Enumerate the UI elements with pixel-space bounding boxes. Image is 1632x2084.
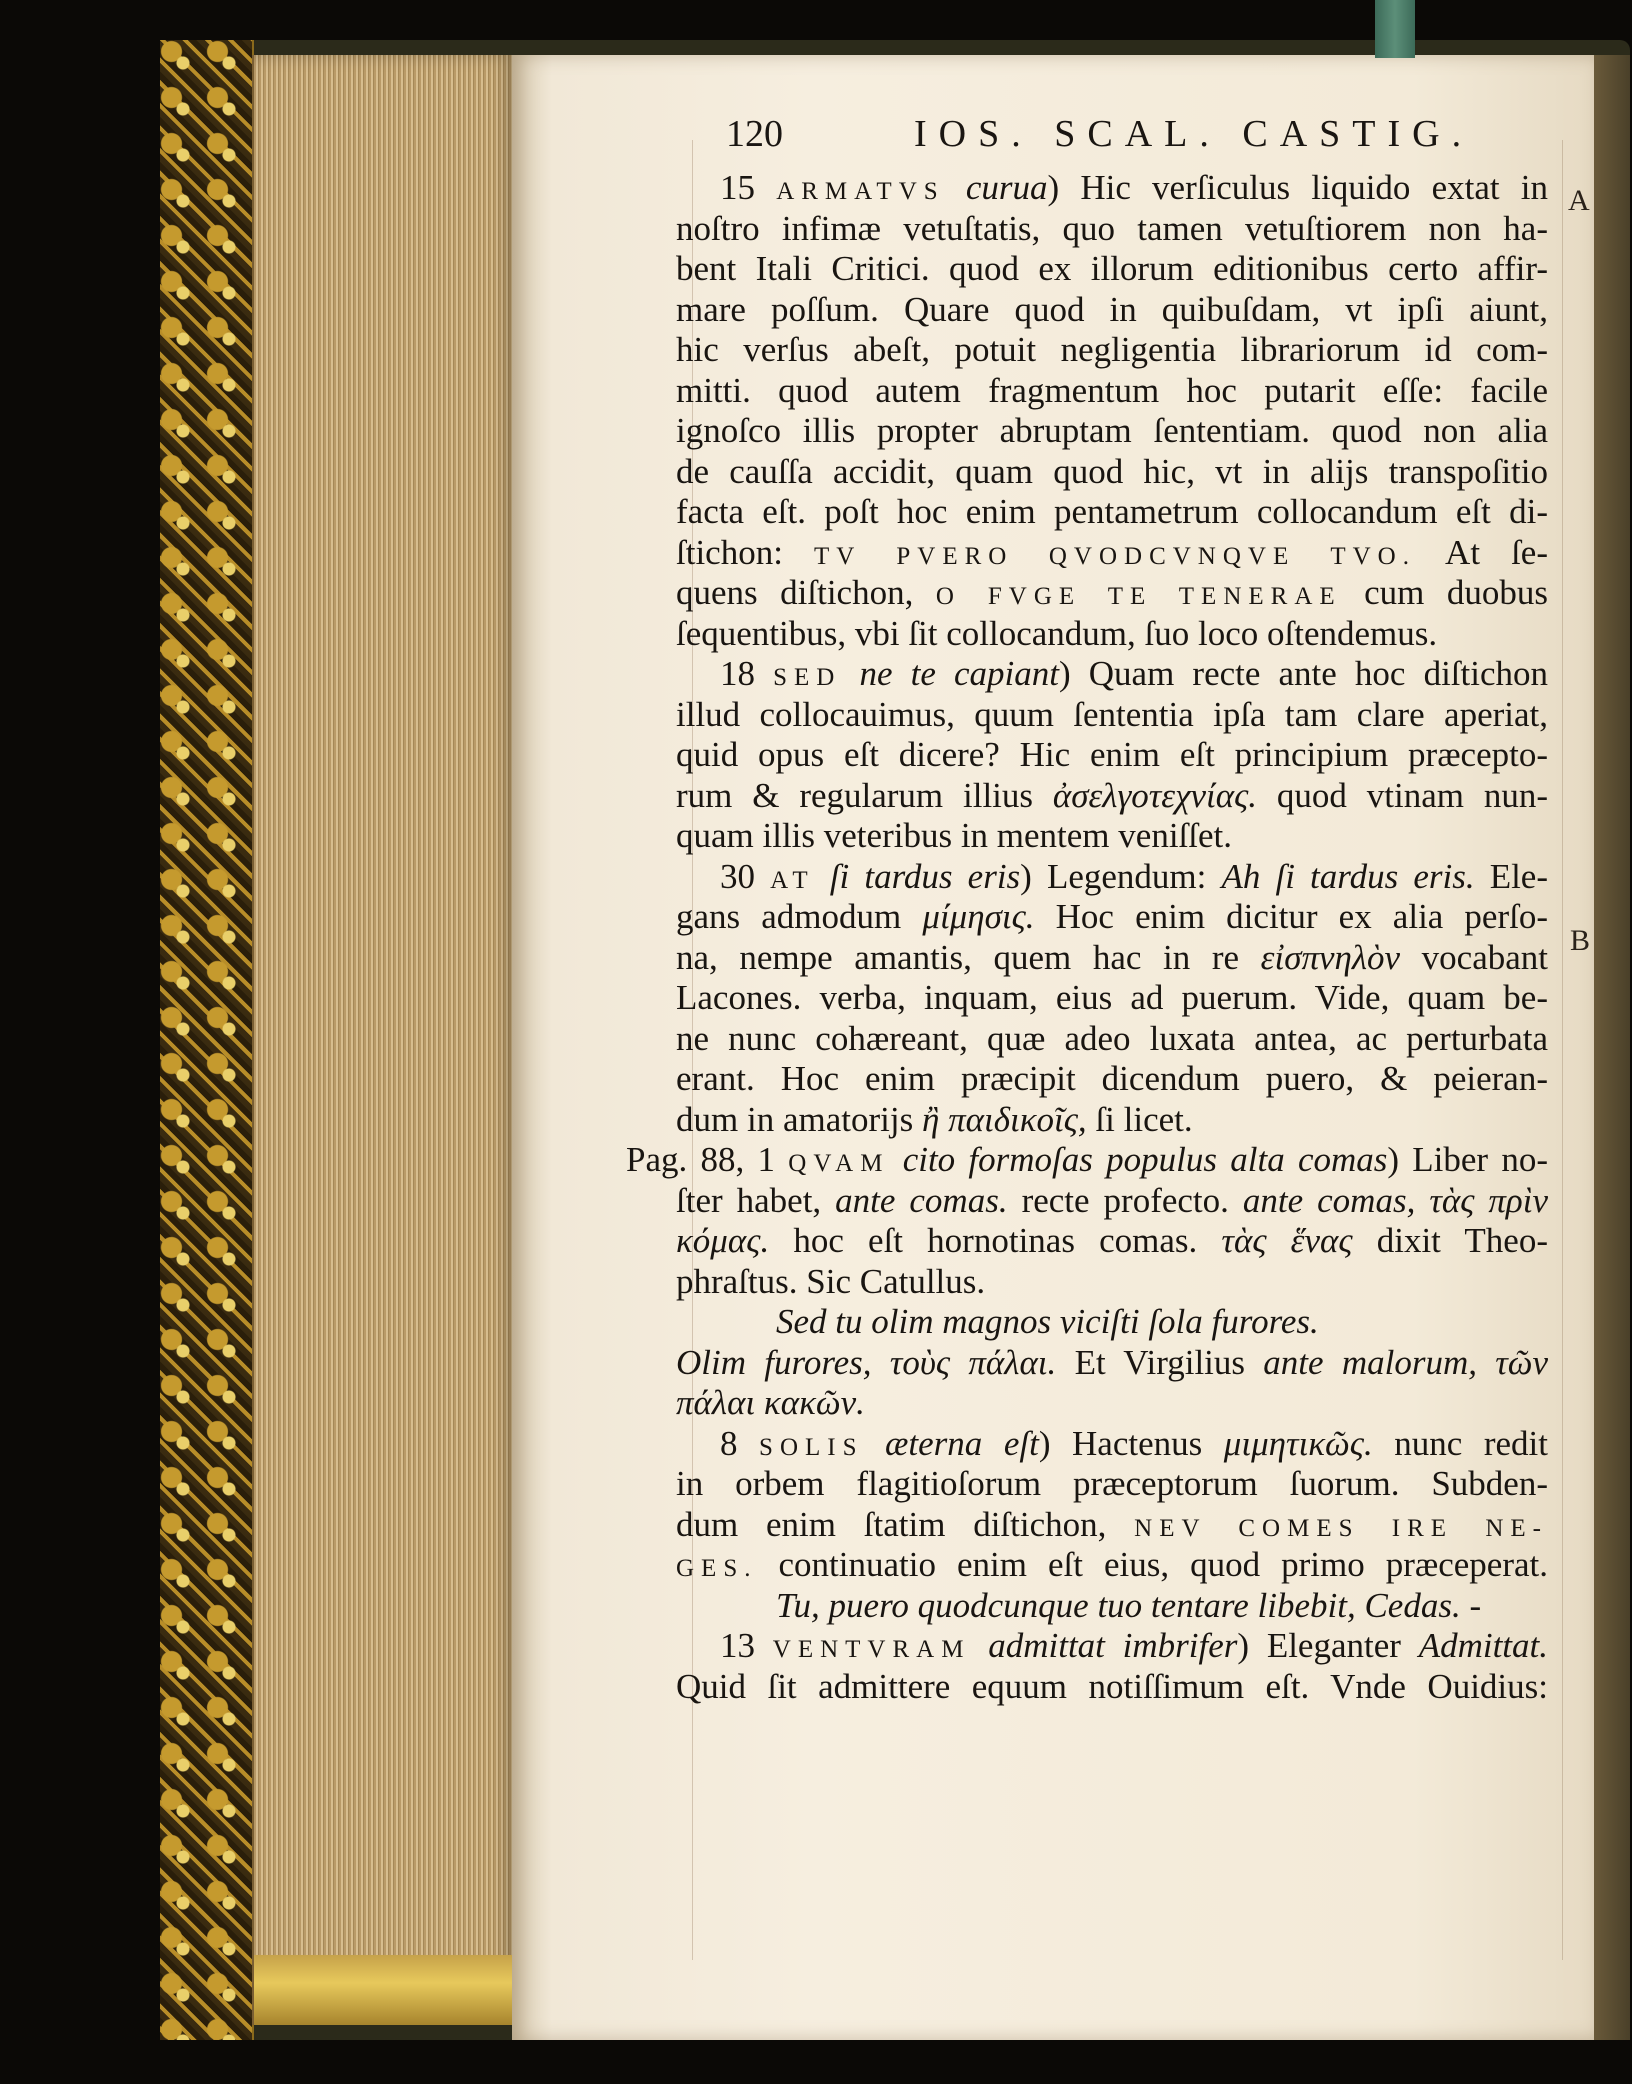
small-caps-lemma: TV PVERO QVODCVNQVE TVO. bbox=[813, 542, 1416, 570]
italic-phrase: ante comas. bbox=[835, 1180, 1008, 1220]
text-line bbox=[626, 1140, 1548, 1181]
text-span: mare poſſum. Quare quod in quibuſdam, vt ipſi aiunt, bbox=[676, 289, 1548, 329]
running-header bbox=[726, 112, 1546, 162]
margin-letter-b: B bbox=[1570, 924, 1591, 957]
text-line bbox=[676, 1221, 1548, 1262]
text-span: quens diſtichon, bbox=[676, 573, 936, 612]
text-line bbox=[676, 1262, 1548, 1303]
text-line bbox=[676, 452, 1548, 493]
greek-word: ἀσελγοτεχνίας. bbox=[1052, 775, 1258, 815]
text-line bbox=[676, 492, 1548, 533]
small-caps-lemma: ARMATVS bbox=[776, 178, 945, 205]
text-line bbox=[676, 978, 1548, 1019]
text-span: nunc redit bbox=[1372, 1423, 1548, 1463]
text-span: illud collocauimus, quum ſententia ipſa tam clare aperiat, bbox=[676, 694, 1548, 734]
text-span: erant. Hoc enim præcipit dicendum puero, & peieran- bbox=[676, 1059, 1548, 1098]
text-span: gans admodum bbox=[676, 897, 923, 936]
text-line bbox=[676, 1626, 1548, 1667]
text-line bbox=[676, 533, 1548, 574]
right-page-edge bbox=[1594, 55, 1630, 2040]
text-line bbox=[676, 1545, 1548, 1586]
text-span: ) Quam recte ante hoc diſtichon bbox=[1059, 654, 1549, 693]
running-title: IOS. SCAL. CASTIG. bbox=[914, 113, 1474, 155]
text-span: hoc eſt hornotinas comas. bbox=[769, 1221, 1222, 1260]
small-caps-lemma: O FVGE TE TENERAE bbox=[935, 583, 1342, 610]
text-line bbox=[676, 654, 1548, 695]
text-line bbox=[676, 411, 1548, 452]
text-span: noſtro infimæ vetuſtatis, quo tamen vetuſtiorem non ha- bbox=[676, 208, 1548, 248]
text-line bbox=[676, 1059, 1548, 1100]
italic-phrase: ne te capiant bbox=[841, 654, 1059, 693]
text-line bbox=[676, 1464, 1548, 1505]
italic-phrase: ante malorum, bbox=[1263, 1342, 1477, 1382]
text-line bbox=[676, 776, 1548, 817]
italic-phrase: cito formoſas populus alta comas bbox=[889, 1140, 1388, 1179]
text-line bbox=[676, 1505, 1548, 1546]
small-caps-lemma: SOLIS bbox=[759, 1433, 864, 1461]
text-line bbox=[676, 330, 1548, 371]
greek-word: τοὺς πάλαι. bbox=[871, 1342, 1057, 1382]
greek-word: κόμας. bbox=[676, 1221, 770, 1260]
text-line bbox=[676, 1424, 1548, 1465]
text-line bbox=[676, 735, 1548, 776]
text-span: ) Legendum: bbox=[1020, 856, 1222, 896]
small-caps-lemma: SED bbox=[773, 664, 842, 691]
text-span: phraſtus. Sic Catullus. bbox=[676, 1261, 986, 1301]
greek-word: πάλαι κακῶν. bbox=[676, 1383, 865, 1422]
text-span: ) Liber no- bbox=[1387, 1140, 1549, 1179]
text-line bbox=[676, 249, 1548, 290]
page-number: 120 bbox=[726, 113, 783, 155]
text-line bbox=[676, 1586, 1548, 1627]
text-span: Quid ſit admittere equum notiſſimum eſt. Vnde Ouidius: bbox=[676, 1666, 1548, 1706]
greek-word: τῶν bbox=[1476, 1342, 1549, 1382]
text-span: dum enim ſtatim diſtichon, bbox=[676, 1504, 1135, 1544]
text-span: quod vtinam nun- bbox=[1257, 775, 1548, 815]
text-line bbox=[676, 168, 1548, 209]
text-span: continuatio enim eſt eius, quod primo præceperat. bbox=[757, 1545, 1548, 1584]
text-span: ne nunc cohæreant, quæ adeo luxata antea, ac perturbata bbox=[676, 1018, 1548, 1058]
greek-word: εἰσπνηλὸν bbox=[1260, 937, 1401, 977]
text-line bbox=[676, 1181, 1548, 1222]
small-caps-lemma: NEV COMES IRE NE- bbox=[1134, 1514, 1548, 1542]
greek-word: ἢ παιδικοῖς, bbox=[921, 1099, 1087, 1139]
text-span: de cauſſa accidit, quam quod hic, vt in alijs transpoſitio bbox=[676, 451, 1548, 491]
text-span: Lacones. verba, inquam, eius ad puerum. Vide, quam be- bbox=[676, 978, 1548, 1017]
greek-word: τὰς πρὶν bbox=[1415, 1180, 1548, 1220]
text-span: cum duobus bbox=[1341, 573, 1548, 612]
bookmark-ribbon bbox=[1375, 0, 1415, 58]
text-line bbox=[676, 573, 1548, 614]
italic-phrase: Ah ſi tardus eris. bbox=[1221, 856, 1475, 896]
text-span: ) Hactenus bbox=[1038, 1423, 1224, 1463]
text-span: quam illis veteribus in mentem veniſſet. bbox=[676, 816, 1233, 855]
italic-phrase: Sed tu olim magnos viciſti ſola furores. bbox=[776, 1302, 1319, 1341]
text-span: dixit Theo- bbox=[1352, 1221, 1548, 1260]
text-span: Pag. 88, 1 bbox=[626, 1140, 789, 1179]
text-span: vocabant bbox=[1400, 937, 1549, 977]
text-line bbox=[676, 371, 1548, 412]
text-line bbox=[676, 614, 1548, 655]
text-line bbox=[676, 1019, 1548, 1060]
text-line bbox=[676, 209, 1548, 250]
italic-phrase: æterna eſt bbox=[863, 1423, 1039, 1463]
text-line bbox=[676, 1383, 1548, 1424]
text-span: Et Virgilius bbox=[1056, 1342, 1264, 1382]
margin-letter-a: A bbox=[1568, 184, 1590, 217]
text-span: hic verſus abeſt, potuit negligentia librariorum id com- bbox=[676, 330, 1548, 369]
text-span: facta eſt. poſt hoc enim pentametrum collocandum eſt di- bbox=[676, 492, 1548, 531]
text-span: ignoſco illis propter abruptam ſententiam. quod non alia bbox=[676, 411, 1548, 450]
small-caps-lemma: VENTVRAM bbox=[772, 1636, 971, 1663]
frame-rule-right bbox=[1562, 140, 1563, 1960]
gilt-decorative-border bbox=[160, 40, 254, 2040]
text-span: in orbem flagitioſorum præceptorum ſuorum. Subden- bbox=[676, 1464, 1548, 1503]
text-span: Ele- bbox=[1474, 856, 1548, 896]
body-text bbox=[626, 168, 1549, 1707]
page-edges bbox=[252, 55, 516, 2025]
text-span: ſi licet. bbox=[1086, 1099, 1193, 1139]
text-span: ſtichon: bbox=[676, 532, 814, 572]
small-caps-lemma: GES. bbox=[676, 1555, 758, 1582]
text-span: ſter habet, bbox=[676, 1180, 836, 1220]
italic-phrase: admittat imbrifer bbox=[970, 1626, 1238, 1665]
italic-phrase: Admittat. bbox=[1418, 1626, 1549, 1665]
text-span: 13 bbox=[720, 1626, 773, 1665]
text-line bbox=[676, 816, 1548, 857]
text-span: 30 bbox=[720, 856, 771, 896]
text-line bbox=[676, 1667, 1548, 1708]
greek-word: τὰς ἕνας bbox=[1221, 1221, 1353, 1260]
text-span: na, nempe amantis, quem hac in re bbox=[676, 937, 1261, 977]
text-span: 8 bbox=[720, 1423, 760, 1463]
text-span: 18 bbox=[720, 654, 774, 693]
text-span: dum in amatorijs bbox=[676, 1099, 922, 1139]
text-span: ) Hic verſiculus liquido extat in bbox=[1047, 168, 1549, 207]
text-line bbox=[676, 290, 1548, 331]
text-line bbox=[676, 1100, 1548, 1141]
text-line bbox=[676, 938, 1548, 979]
text-span: bent Itali Critici. quod ex illorum editionibus certo affir- bbox=[676, 249, 1548, 288]
text-span: recte profecto. bbox=[1007, 1180, 1243, 1220]
italic-phrase: curua bbox=[944, 168, 1048, 207]
italic-phrase: Olim furores, bbox=[676, 1342, 872, 1382]
text-line bbox=[676, 857, 1548, 898]
text-span: quid opus eſt dicere? Hic enim eſt principium præcepto- bbox=[676, 735, 1548, 774]
text-line bbox=[676, 1343, 1548, 1384]
text-span: ſequentibus, vbi ſit collocandum, ſuo loco oſtendemus. bbox=[676, 613, 1438, 653]
text-span: 15 bbox=[720, 168, 777, 207]
italic-phrase: ſi tardus eris bbox=[814, 856, 1021, 896]
italic-phrase: Tu, puero quodcunque tuo tentare libebit, Cedas. - bbox=[776, 1585, 1482, 1625]
small-caps-lemma: QVAM bbox=[788, 1150, 890, 1177]
text-span: Hoc enim dicitur ex alia perſo- bbox=[1034, 897, 1549, 936]
text-span: mitti. quod autem fragmentum hoc putarit eſſe: facile bbox=[676, 370, 1548, 410]
text-span: rum & regularum illius bbox=[676, 775, 1053, 815]
small-caps-lemma: AT bbox=[770, 866, 815, 894]
italic-phrase: ante comas, bbox=[1242, 1180, 1416, 1220]
text-line bbox=[676, 695, 1548, 736]
text-span: ) Eleganter bbox=[1237, 1626, 1419, 1665]
greek-word: μίμησις. bbox=[922, 897, 1035, 936]
text-line bbox=[676, 1302, 1548, 1343]
text-span: At ſe- bbox=[1415, 532, 1548, 572]
text-line bbox=[676, 897, 1548, 938]
greek-word: μιμητικῶς. bbox=[1223, 1423, 1373, 1463]
